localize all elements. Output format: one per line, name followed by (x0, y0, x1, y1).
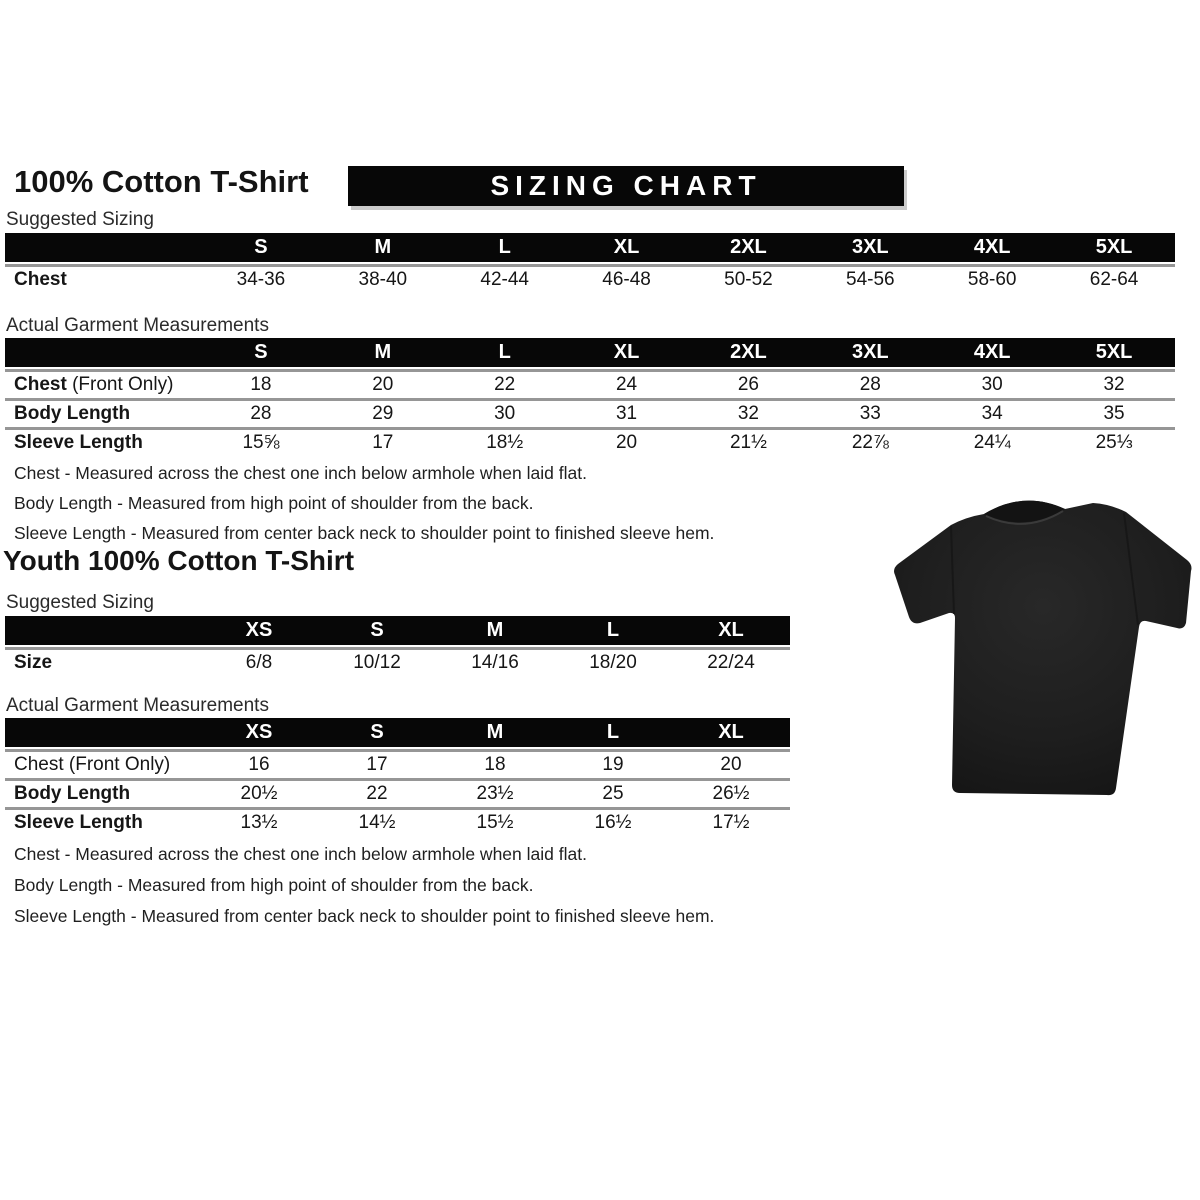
youth-measurements-column-l: L (606, 721, 620, 743)
youth-measurements-column-xs: XS (245, 721, 273, 743)
youth-suggested-column-l: L (606, 619, 620, 641)
adult-suggested-value-chest-4xl: 58-60 (967, 269, 1017, 290)
adult-suggested-value-chest-3xl: 54-56 (846, 269, 895, 290)
youth-suggested-header-row (5, 616, 790, 645)
youth-measurements-row-label-sleeve-length (5, 812, 200, 834)
youth-measurements-value-body-length-m: 23½ (476, 783, 514, 804)
adult-suggested-sizing-label: Suggested Sizing (6, 209, 154, 230)
youth-suggested-value-size-xs: 6/8 (245, 652, 273, 673)
youth-suggested-sizing-label: Suggested Sizing (6, 592, 154, 613)
youth-measurements-value-chest-front-only-xs: 16 (248, 754, 270, 775)
row-label-text: Chest (Front Only) (14, 754, 171, 775)
note-body-length: Body Length - Measured from high point of shoulder from the back. (14, 875, 534, 895)
adult-measurements-column-s: S (254, 341, 268, 363)
adult-measurements-value-sleeve-length-2xl: 21½ (729, 432, 767, 453)
adult-suggested-row-label-chest (5, 269, 200, 291)
adult-measurements-row-chest (5, 369, 1175, 398)
adult-measurements-value-chest-xl: 24 (615, 374, 638, 395)
youth-suggested-value-size-m: 14/16 (471, 652, 519, 673)
youth-measurements-value-sleeve-length-s: 14½ (358, 812, 396, 833)
youth-measurements-value-sleeve-length-l: 16½ (594, 812, 632, 833)
adult-measurements-value-body-length-4xl: 34 (981, 403, 1003, 424)
youth-measurement-notes (14, 839, 714, 932)
row-label-text: Body Length (14, 403, 131, 424)
youth-suggested-row-label-size (5, 652, 200, 674)
youth-measurements-row-body-length (5, 778, 790, 807)
note-chest: Chest - Measured across the chest one inch below armhole when laid flat. (14, 844, 587, 864)
row-label-text: Body Length (14, 783, 131, 804)
youth-measurements-row-chest-front-only (5, 749, 790, 778)
adult-measurements-value-sleeve-length-m: 17 (372, 432, 394, 453)
youth-measurements-value-body-length-l: 25 (602, 783, 624, 804)
adult-suggested-row-chest (5, 264, 1175, 293)
row-label-text: Sleeve Length (14, 812, 143, 833)
youth-measurements-header-row (5, 718, 790, 747)
sizing-chart-banner: SIZING CHART (348, 166, 904, 206)
adult-measurements-value-body-length-xl: 31 (615, 403, 638, 424)
adult-measurements-value-body-length-m: 29 (372, 403, 394, 424)
adult-measurements-row-label-sleeve-length (5, 432, 200, 454)
youth-measurements-value-chest-front-only-s: 17 (366, 754, 388, 775)
adult-measurements-column-m: M (374, 341, 392, 363)
adult-suggested-column-3xl: 3XL (851, 236, 889, 258)
youth-measurements-row-sleeve-length (5, 807, 790, 836)
adult-suggested-header-row (5, 233, 1175, 262)
tshirt-icon (888, 466, 1196, 811)
youth-garment-measurements-label: Actual Garment Measurements (6, 695, 269, 716)
youth-measurements-column-m: M (486, 721, 504, 743)
adult-suggested-column-2xl: 2XL (730, 236, 767, 258)
black-tshirt-photo (888, 466, 1196, 811)
youth-measurements-row-label-chest-front-only (5, 754, 200, 776)
row-label-text: Size (14, 652, 53, 673)
adult-suggested-column-m: M (374, 236, 392, 258)
row-label-text: Chest (14, 374, 67, 395)
youth-measurements-value-sleeve-length-m: 15½ (476, 812, 514, 833)
note-sleeve-length: Sleeve Length - Measured from center back neck to shoulder point to finished sleeve hem. (14, 523, 715, 543)
youth-measurements-value-body-length-xs: 20½ (240, 783, 278, 804)
adult-garment-measurements-table (5, 338, 1175, 456)
adult-measurements-column-3xl: 3XL (851, 341, 889, 363)
adult-measurements-value-chest-4xl: 30 (981, 374, 1003, 395)
adult-suggested-column-5xl: 5XL (1095, 236, 1133, 258)
row-label-text: Chest (14, 269, 67, 290)
youth-suggested-column-m: M (486, 619, 504, 641)
adult-measurements-value-sleeve-length-5xl: 25⅓ (1095, 432, 1133, 453)
page-title: 100% Cotton T-Shirt (14, 164, 309, 199)
row-label-suffix: (Front Only) (66, 374, 174, 395)
adult-measurements-value-sleeve-length-4xl: 24¼ (973, 432, 1011, 453)
note-chest: Chest - Measured across the chest one inch below armhole when laid flat. (14, 463, 587, 483)
adult-measurements-header-row (5, 338, 1175, 367)
youth-measurements-column-xl: XL (718, 721, 744, 743)
adult-measurements-column-xl: XL (613, 341, 640, 363)
youth-suggested-value-size-xl: 22/24 (707, 652, 755, 673)
adult-suggested-sizing-table (5, 233, 1175, 293)
youth-suggested-value-size-s: 10/12 (353, 652, 401, 673)
adult-suggested-value-chest-m: 38-40 (358, 269, 408, 290)
youth-suggested-column-s: S (370, 619, 384, 641)
adult-suggested-column-xl: XL (613, 236, 640, 258)
adult-measurements-value-chest-3xl: 28 (859, 374, 881, 395)
adult-suggested-value-chest-l: 42-44 (480, 269, 529, 290)
adult-measurements-value-sleeve-length-3xl: 22⅞ (851, 432, 889, 453)
youth-measurements-column-s: S (370, 721, 384, 743)
adult-measurements-value-body-length-5xl: 35 (1103, 403, 1125, 424)
youth-measurements-value-chest-front-only-xl: 20 (720, 754, 742, 775)
adult-measurements-value-sleeve-length-xl: 20 (615, 432, 638, 453)
youth-measurements-value-chest-front-only-m: 18 (484, 754, 506, 775)
adult-measurements-value-sleeve-length-l: 18½ (486, 432, 524, 453)
adult-measurements-value-chest-2xl: 26 (737, 374, 759, 395)
adult-suggested-column-l: L (498, 236, 511, 258)
adult-suggested-value-chest-xl: 46-48 (602, 269, 651, 290)
youth-garment-measurements-table (5, 718, 790, 836)
adult-garment-measurements-label: Actual Garment Measurements (6, 315, 269, 336)
adult-measurements-value-chest-l: 22 (494, 374, 516, 395)
adult-measurements-row-label-chest (5, 374, 200, 396)
adult-suggested-value-chest-s: 34-36 (236, 269, 286, 290)
youth-measurements-value-body-length-xl: 26½ (712, 783, 750, 804)
adult-measurements-value-sleeve-length-s: 15⅝ (242, 432, 280, 453)
adult-measurements-column-2xl: 2XL (730, 341, 767, 363)
adult-suggested-column-4xl: 4XL (973, 236, 1011, 258)
youth-suggested-value-size-l: 18/20 (589, 652, 637, 673)
adult-measurements-row-label-body-length (5, 403, 200, 425)
youth-suggested-column-xs: XS (245, 619, 273, 641)
youth-measurements-value-body-length-s: 22 (366, 783, 388, 804)
adult-measurements-column-l: L (498, 341, 511, 363)
adult-measurements-value-chest-5xl: 32 (1103, 374, 1125, 395)
adult-measurements-row-sleeve-length (5, 427, 1175, 456)
adult-suggested-value-chest-5xl: 62-64 (1089, 269, 1139, 290)
adult-measurements-row-body-length (5, 398, 1175, 427)
youth-measurements-value-chest-front-only-l: 19 (602, 754, 624, 775)
row-label-text: Sleeve Length (14, 432, 143, 453)
adult-measurements-column-4xl: 4XL (973, 341, 1011, 363)
youth-measurements-value-sleeve-length-xl: 17½ (712, 812, 750, 833)
adult-suggested-value-chest-2xl: 50-52 (724, 269, 773, 290)
note-sleeve-length: Sleeve Length - Measured from center back neck to shoulder point to finished sleeve hem. (14, 906, 715, 926)
adult-measurement-notes (14, 458, 714, 548)
adult-measurements-value-body-length-2xl: 32 (737, 403, 759, 424)
adult-measurements-value-chest-s: 18 (250, 374, 272, 395)
youth-suggested-sizing-table (5, 616, 790, 676)
youth-section-title: Youth 100% Cotton T-Shirt (3, 545, 355, 576)
note-body-length: Body Length - Measured from high point of shoulder from the back. (14, 493, 534, 513)
adult-measurements-value-chest-m: 20 (372, 374, 394, 395)
youth-measurements-value-sleeve-length-xs: 13½ (240, 812, 278, 833)
adult-measurements-column-5xl: 5XL (1095, 341, 1133, 363)
adult-measurements-value-body-length-l: 30 (494, 403, 516, 424)
youth-suggested-row-size (5, 647, 790, 676)
adult-measurements-value-body-length-s: 28 (250, 403, 272, 424)
youth-suggested-column-xl: XL (718, 619, 744, 641)
adult-suggested-column-s: S (254, 236, 268, 258)
youth-measurements-row-label-body-length (5, 783, 200, 805)
adult-measurements-value-body-length-3xl: 33 (859, 403, 881, 424)
